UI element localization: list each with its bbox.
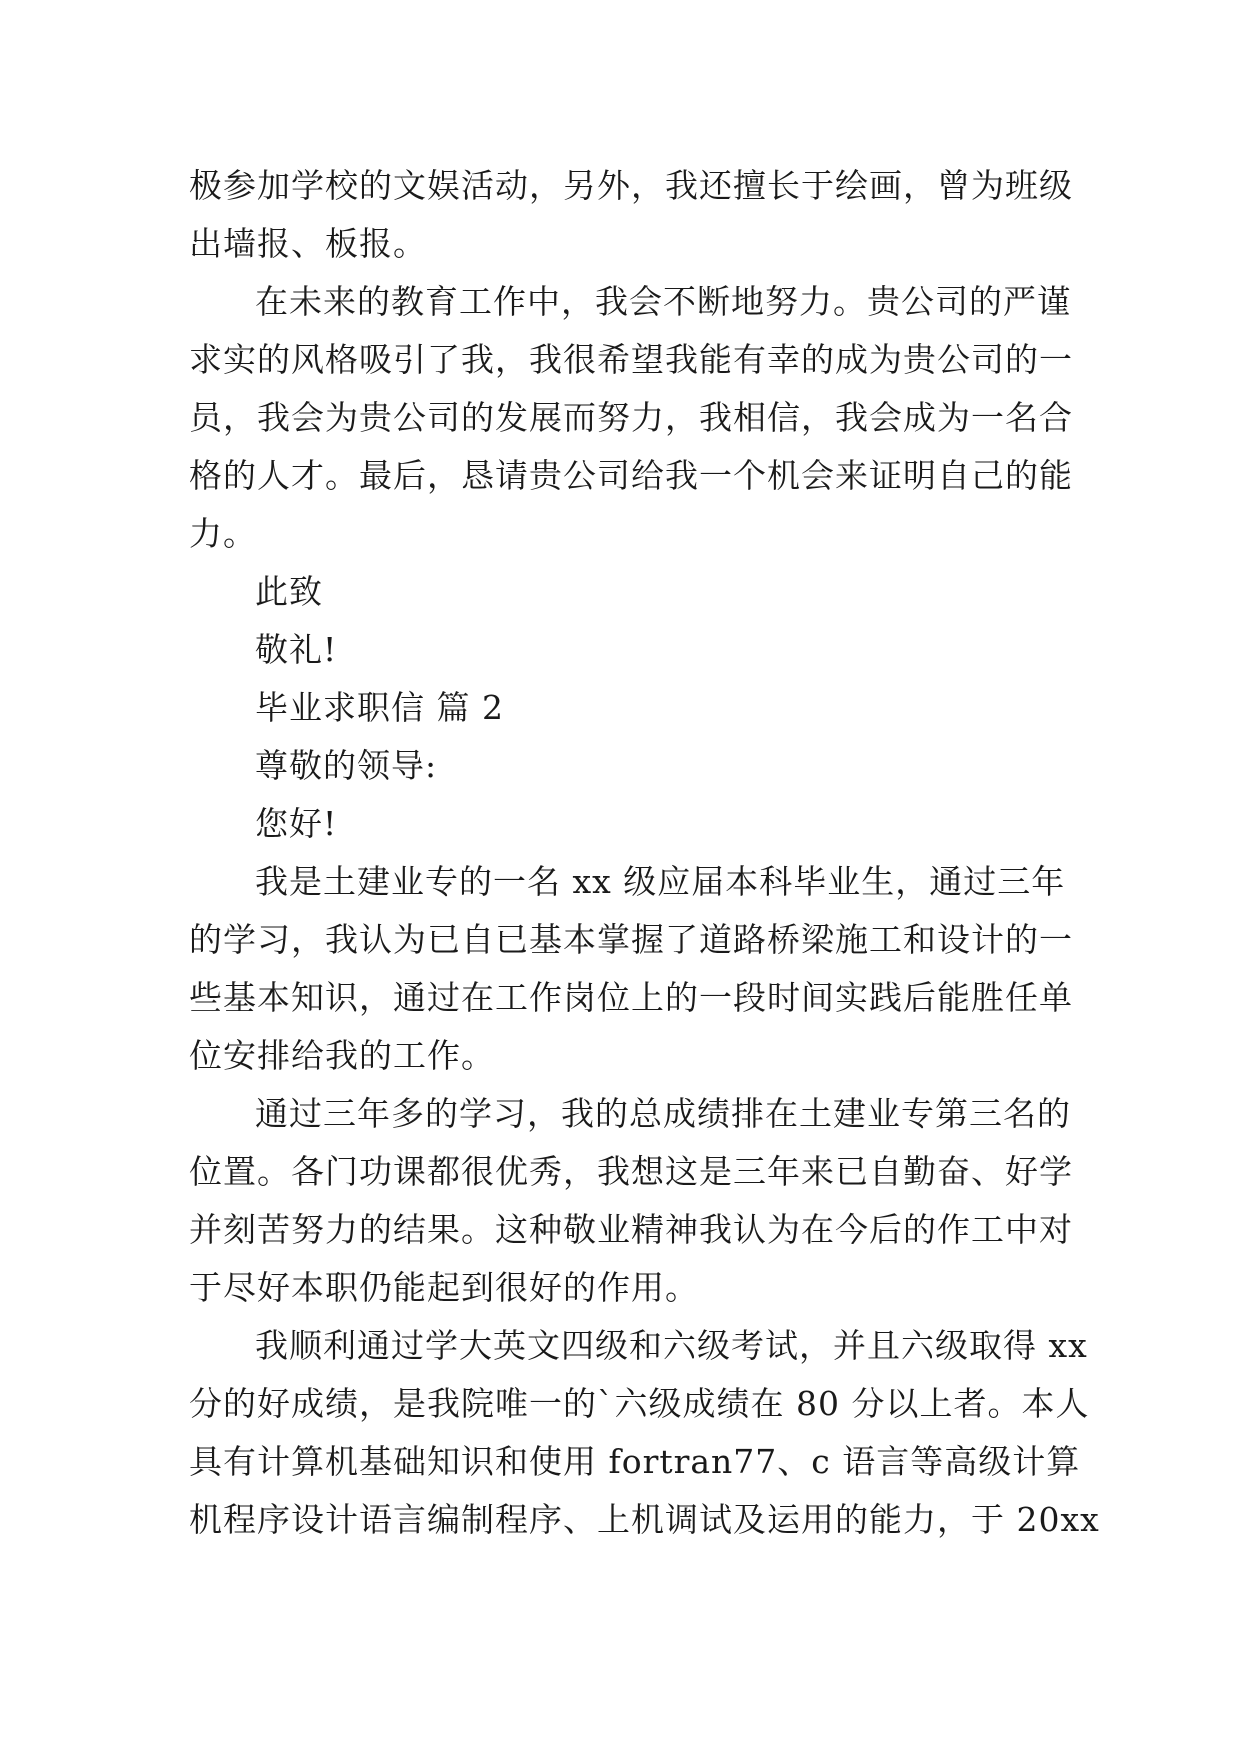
closing-line: 敬礼! — [255, 630, 338, 669]
text-line: 在未来的教育工作中，我会不断地努力。贵公司的严谨 — [255, 282, 1071, 321]
greeting: 您好! — [255, 804, 338, 843]
text-line: 我是土建业专的一名 xx 级应届本科毕业生，通过三年 — [255, 862, 1066, 901]
text-line: 于尽好本职仍能起到很好的作用。 — [189, 1268, 699, 1307]
section-heading: 毕业求职信 篇 2 — [255, 688, 504, 727]
text-line: 格的人才。最后，恳请贵公司给我一个机会来证明自己的能 — [189, 456, 1073, 495]
text-line: 出墙报、板报。 — [189, 224, 427, 263]
text-line: 位安排给我的工作。 — [189, 1036, 495, 1075]
text-line: 并刻苦努力的结果。这种敬业精神我认为在今后的作工中对 — [189, 1210, 1073, 1249]
text-line: 求实的风格吸引了我，我很希望我能有幸的成为贵公司的一 — [189, 340, 1073, 379]
document-body — [189, 157, 1100, 1549]
salutation: 尊敬的领导: — [255, 746, 438, 785]
text-line: 员，我会为贵公司的发展而努力，我相信，我会成为一名合 — [189, 398, 1073, 437]
text-line: 位置。各门功课都很优秀，我想这是三年来已自勤奋、好学 — [189, 1152, 1073, 1191]
text-line: 通过三年多的学习，我的总成绩排在土建业专第三名的 — [255, 1094, 1071, 1133]
text-line: 分的好成绩，是我院唯一的`六级成绩在 80 分以上者。本人 — [189, 1384, 1090, 1423]
text-line: 具有计算机基础知识和使用 fortran77、c 语言等高级计算 — [189, 1442, 1081, 1481]
text-line: 些基本知识，通过在工作岗位上的一段时间实践后能胜任单 — [189, 978, 1073, 1017]
text-line: 我顺利通过学大英文四级和六级考试，并且六级取得 xx — [255, 1326, 1088, 1365]
closing-line: 此致 — [255, 572, 323, 611]
text-line: 极参加学校的文娱活动，另外，我还擅长于绘画，曾为班级 — [189, 166, 1073, 205]
text-line: 力。 — [189, 514, 257, 553]
text-line: 的学习，我认为已自已基本掌握了道路桥梁施工和设计的一 — [189, 920, 1073, 959]
text-line: 机程序设计语言编制程序、上机调试及运用的能力，于 20xx — [189, 1500, 1100, 1539]
